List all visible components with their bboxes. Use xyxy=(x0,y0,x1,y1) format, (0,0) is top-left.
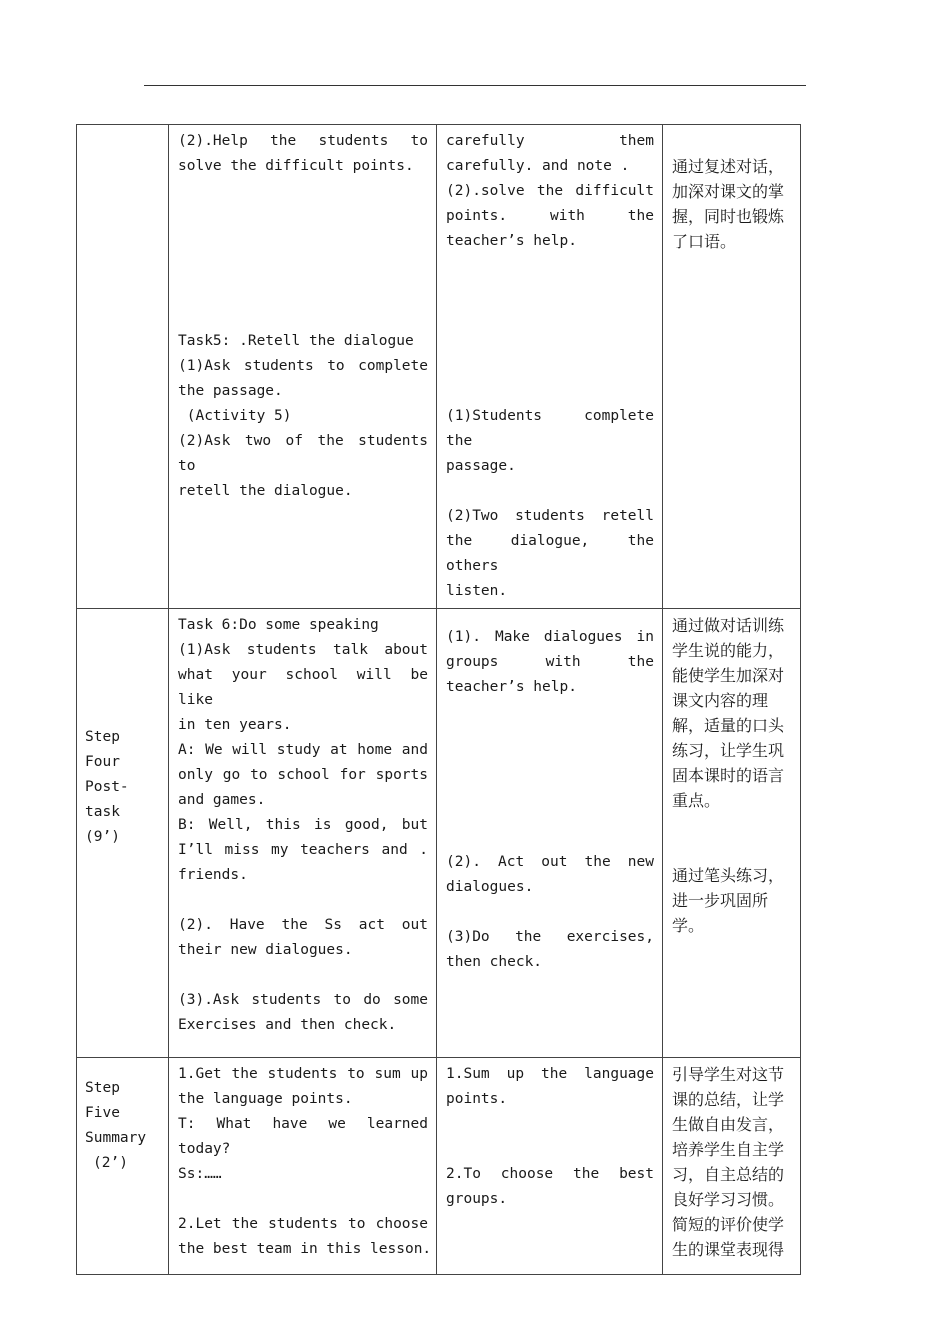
text-line: 握，同时也锻炼 xyxy=(672,207,785,226)
text-line: 通过复述对话， xyxy=(672,157,785,176)
text-line: groups. xyxy=(446,1191,508,1207)
text-line: B: Well, this is good, but xyxy=(178,817,428,833)
text-line: 生做自由发言， xyxy=(672,1115,785,1134)
text-line: the best team in this lesson. xyxy=(178,1241,432,1257)
text-line: Exercises and then check. xyxy=(178,1017,397,1033)
text-line: 练习，让学生巩 xyxy=(672,741,785,760)
text-line: carefully. and note . xyxy=(446,158,630,174)
text-line: (1)Ask students to complete xyxy=(178,358,428,374)
text-line: 课的总结，让学 xyxy=(672,1090,785,1109)
step-label: task xyxy=(85,804,120,820)
text-line: dialogues. xyxy=(446,879,534,895)
text-line: 解，适量的口头 xyxy=(672,716,785,735)
text-line: teacher’s help. xyxy=(446,679,577,695)
text-line: (Activity 5) xyxy=(178,408,292,424)
step-label: Five xyxy=(85,1105,120,1121)
text-line: only go to school for sports xyxy=(178,767,428,783)
text-line: 2.Let the students to choose xyxy=(178,1216,428,1232)
text-line: 重点。 xyxy=(672,791,721,810)
student-activity-cell xyxy=(437,1058,663,1275)
text-line: A: We will study at home and xyxy=(178,742,428,758)
text-line: T: What have we learned xyxy=(178,1116,428,1132)
text-line: 学。 xyxy=(672,916,705,935)
text-line: (3)Do the exercises, xyxy=(446,929,654,945)
text-line: 良好学习习惯。 xyxy=(672,1190,785,1209)
text-line: (2).Help the students to xyxy=(178,133,428,149)
step-cell xyxy=(77,609,169,1058)
text-line: 加深对课文的掌 xyxy=(672,182,785,201)
text-line: 学生说的能力， xyxy=(672,641,785,660)
step-cell xyxy=(77,125,169,609)
text-line: groups with the xyxy=(446,654,654,670)
text-line: retell the dialogue. xyxy=(178,483,353,499)
text-line: 课文内容的理 xyxy=(672,691,769,710)
text-line: 生的课堂表现得 xyxy=(672,1240,785,1259)
text-line: the language points. xyxy=(178,1091,353,1107)
text-line: 2.To choose the best xyxy=(446,1166,654,1182)
text-line: teacher’s help. xyxy=(446,233,577,249)
text-line: 习，自主总结的 xyxy=(672,1165,785,1184)
text-line: today? xyxy=(178,1141,231,1157)
text-line: the dialogue, the others xyxy=(446,533,654,574)
text-line: (2). Act out the new xyxy=(446,854,654,870)
text-line: 培养学生自主学 xyxy=(672,1140,785,1159)
table-row xyxy=(77,1058,801,1275)
text-line: (2).solve the difficult xyxy=(446,183,654,199)
text-line: then check. xyxy=(446,954,543,970)
text-line: in ten years. xyxy=(178,717,292,733)
text-line: 通过做对话训练 xyxy=(672,616,785,635)
teacher-activity-cell xyxy=(169,125,437,609)
step-label: Step xyxy=(85,729,120,745)
text-line: what your school will be like xyxy=(178,667,428,708)
text-line: 1.Sum up the language xyxy=(446,1066,654,1082)
text-line: (1)Students complete the xyxy=(446,408,654,449)
text-line: 通过笔头练习， xyxy=(672,866,785,885)
step-label: Four xyxy=(85,754,120,770)
step-time: (2’) xyxy=(93,1155,128,1171)
step-cell xyxy=(77,1058,169,1275)
table-row xyxy=(77,609,801,1058)
text-line: points. with the xyxy=(446,208,654,224)
text-line: listen. xyxy=(446,583,508,599)
text-line: Task 6:Do some speaking xyxy=(178,617,379,633)
step-label: Step xyxy=(85,1080,120,1096)
purpose-cell xyxy=(663,125,801,609)
text-line: their new dialogues. xyxy=(178,942,353,958)
text-line: (2)Ask two of the students to xyxy=(178,433,428,474)
header-rule xyxy=(144,85,806,86)
text-line: (1)Ask students talk about xyxy=(178,642,428,658)
teacher-activity-cell xyxy=(169,609,437,1058)
text-line: (2)Two students retell xyxy=(446,508,654,524)
step-time: (9’) xyxy=(85,829,120,845)
student-activity-cell xyxy=(437,609,663,1058)
text-line: I’ll miss my teachers and . xyxy=(178,842,428,858)
text-line: 固本课时的语言 xyxy=(672,766,785,785)
text-line: (2). Have the Ss act out xyxy=(178,917,428,933)
text-line: 进一步巩固所 xyxy=(672,891,769,910)
text-line: 了口语。 xyxy=(672,232,737,251)
text-line: carefully them xyxy=(446,133,654,149)
text-line: 引导学生对这节 xyxy=(672,1065,785,1084)
text-line: solve the difficult points. xyxy=(178,158,414,174)
text-line: passage. xyxy=(446,458,516,474)
purpose-cell xyxy=(663,1058,801,1275)
text-line: the passage. xyxy=(178,383,283,399)
text-line: Task5: .Retell the dialogue xyxy=(178,333,414,349)
text-line: Ss:…… xyxy=(178,1166,222,1182)
purpose-cell xyxy=(663,609,801,1058)
lesson-plan-table xyxy=(76,124,801,1275)
step-label: Summary xyxy=(85,1130,147,1146)
text-line: friends. xyxy=(178,867,248,883)
text-line: 1.Get the students to sum up xyxy=(178,1066,428,1082)
text-line: (1). Make dialogues in xyxy=(446,629,654,645)
student-activity-cell xyxy=(437,125,663,609)
text-line: points. xyxy=(446,1091,508,1107)
teacher-activity-cell xyxy=(169,1058,437,1275)
table-row xyxy=(77,125,801,609)
step-label: Post- xyxy=(85,779,129,795)
text-line: and games. xyxy=(178,792,266,808)
text-line: 能使学生加深对 xyxy=(672,666,785,685)
text-line: 简短的评价使学 xyxy=(672,1215,785,1234)
text-line: (3).Ask students to do some xyxy=(178,992,428,1008)
